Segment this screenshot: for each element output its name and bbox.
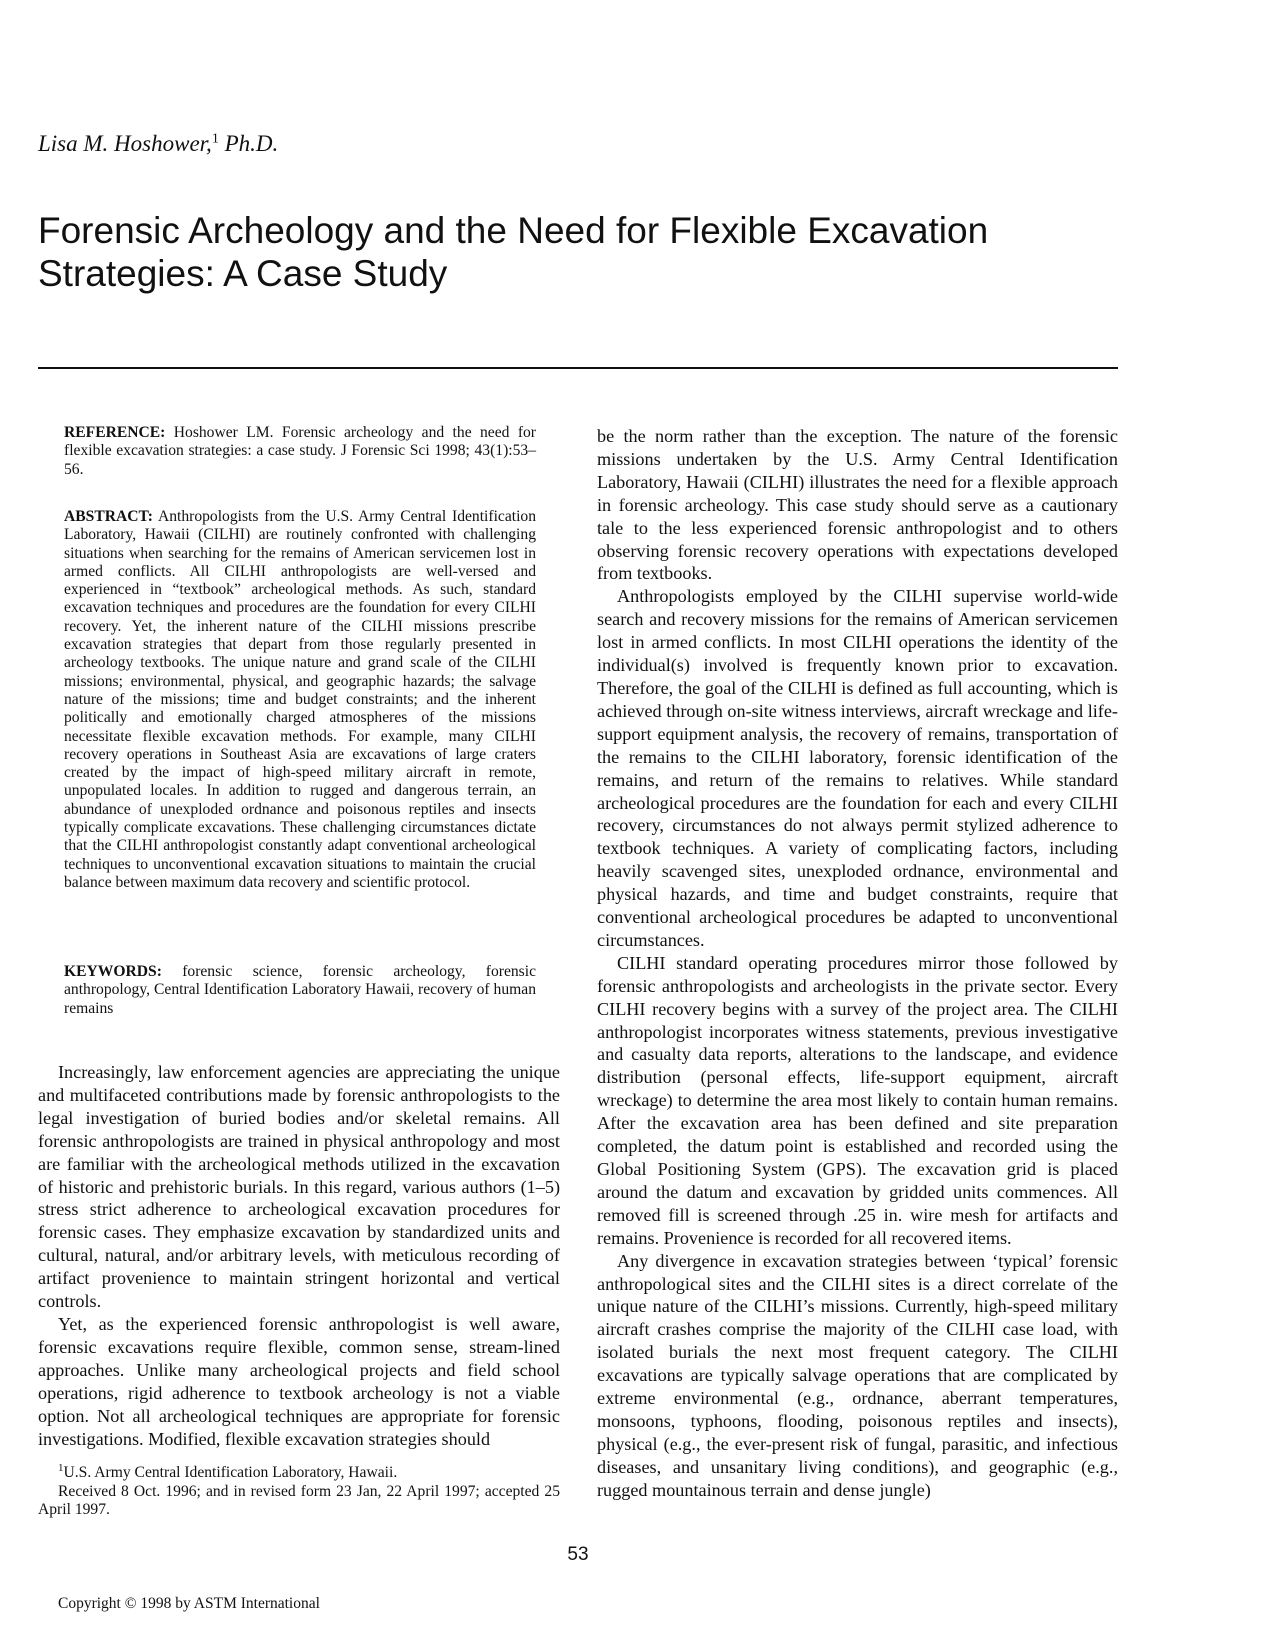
body-paragraph: Yet, as the experienced forensic anthropologist is well aware, forensic excavations require flexible, common sense, stream-lined approaches. Unlike many archeological projects and field school operations, rigid adherence to textbook archeology is not a viable option. Not all archeological techniques are appropriate for forensic investigations. Modified, flexible excavation strategies should [38, 1313, 560, 1449]
author-name: Lisa M. Hoshower, [38, 131, 212, 156]
page-number: 53 [567, 1544, 589, 1565]
copyright-notice: Copyright © 1998 by ASTM International [58, 1595, 320, 1612]
body-paragraph: be the norm rather than the exception. The nature of the forensic missions undertaken by the U.S. Army Central Identification Laboratory, Hawaii (CILHI) illustrates the need for a flexible approach in forensic archeology. This case study should serve as a cautionary tale to the less experienced forensic anthropologist and to others observing forensic recovery operations with expectations developed from textbooks. [597, 426, 1118, 584]
footnote-mark: 1 [58, 1461, 64, 1474]
body-paragraph: CILHI standard operating procedures mirror those followed by forensic anthropologists and archeologists in the private sector. Every CILHI recovery begins with a survey of the project area. The CILHI anthropologist incorporates witness statements, previous investigative and casualty data reports, alterations to the landscape, and evidence distribution (personal effects, life-support equipment, aircraft wreckage) to determine the area most likely to contain human remains. After the excavation area has been defined and site preparation completed, the datum point is established and recorded using the Global Positioning System (GPS). The excavation grid is placed around the datum and excavation by gridded units commences. All removed fill is screened through .25 in. wire mesh for artifacts and remains. Provenience is recorded for all recovered items. [597, 952, 1118, 1248]
keywords-text: forensic science, forensic archeology, forensic anthropology, Central Identification Laboratory Hawaii, recovery of human remains [64, 963, 536, 1017]
body-column-right [597, 425, 1118, 1502]
body-paragraph: Increasingly, law enforcement agencies are appreciating the unique and multifaceted contributions made by forensic anthropologists to the legal investigation of buried bodies and/or skeletal remains. All forensic anthropologists are trained in physical anthropology and most are familiar with the archeological methods utilized in the excavation of historic and prehistoric burials. In this regard, various authors (1–5) stress strict adherence to archeological excavation procedures for forensic cases. They emphasize excavation by standardized units and cultural, natural, and/or arbitrary levels, with meticulous recording of artifact provenience to maintain stringent horizontal and vertical controls. [38, 1062, 560, 1312]
abstract-label: ABSTRACT: [64, 508, 153, 525]
abstract-text: Anthropologists from the U.S. Army Central Identification Laboratory, Hawaii (CILHI) are routinely confronted with challenging situations when searching for the remains of American servicemen lost in armed conflicts. All CILHI anthropologists are well-versed and experienced in “textbook” archeological methods. As such, standard excavation techniques and procedures are the foundation for every CILHI recovery. Yet, the inherent nature of the CILHI missions prescribe excavation strategies that depart from those regularly presented in archeology textbooks. The unique nature and grand scale of the CILHI missions; environmental, physical, and geographic hazards; the salvage nature of the missions; time and budget constraints; and the inherent politically and emotionally charged atmospheres of the missions necessitate flexible excavation methods. For example, many CILHI recovery operations in Southeast Asia are excavations of large craters created by the impact of high-speed military aircraft in remote, unpopulated locales. In addition to rugged and dangerous terrain, an abundance of unexploded ordnance and poisonous reptiles and insects typically complicate excavations. These challenging circumstances dictate that the CILHI anthropologist constantly adapt conventional archeological techniques to unconventional excavation situations to maintain the crucial balance between maximum data recovery and scientific protocol. [64, 508, 536, 891]
body-column-left [38, 1061, 560, 1450]
footnote-affiliation-text: U.S. Army Central Identification Laboratory, Hawaii. [63, 1464, 398, 1481]
footnote-received [38, 1483, 560, 1519]
author-footnote-mark: 1 [211, 131, 219, 147]
keywords-block [64, 963, 536, 1018]
abstract-block [64, 508, 536, 892]
title-divider [38, 367, 1118, 369]
author-line [38, 131, 278, 157]
reference-block [64, 424, 536, 479]
footnote-affiliation [38, 1461, 560, 1482]
received-text: Received 8 Oct. 1996; and in revised form 23 Jan, 22 April 1997; accepted 25 April 1997. [38, 1483, 560, 1518]
article-title: Forensic Archeology and the Need for Flexible Excavation Strategies: A Case Study [38, 210, 989, 294]
keywords-label: KEYWORDS: [64, 963, 162, 980]
body-paragraph: Anthropologists employed by the CILHI supervise world-wide search and recovery missions for the remains of American servicemen lost in armed conflicts. In most CILHI operations the identity of the individual(s) involved is frequently known prior to excavation. Therefore, the goal of the CILHI is defined as full accounting, which is achieved through on-site witness interviews, aircraft wreckage and life-support equipment analysis, the recovery of remains, transportation of the remains to the CILHI laboratory, forensic identification of the remains, and return of the remains to relatives. While standard archeological procedures are the foundation for each and every CILHI recovery, circumstances do not always permit stylized adherence to textbook techniques. A variety of complicating factors, including heavily scavenged sites, unexploded ordnance, environmental and physical hazards, and time and budget constraints, require that conventional archeological procedures be adapted to unconventional circumstances. [597, 586, 1118, 950]
body-paragraph: Any divergence in excavation strategies between ‘typical’ forensic anthropological sites and the CILHI sites is a direct correlate of the unique nature of the CILHI’s missions. Currently, high-speed military aircraft crashes comprise the majority of the CILHI case load, with isolated burials the next most frequent category. The CILHI excavations are typically salvage operations that are complicated by extreme environmental (e.g., ordnance, aberrant temperatures, monsoons, typhoons, flooding, poisonous reptiles and insects), physical (e.g., the ever-present risk of fungal, parasitic, and infectious diseases, and unsanitary living conditions), and geographic (e.g., rugged mountainous terrain and dense jungle) [597, 1250, 1118, 1500]
reference-label: REFERENCE: [64, 424, 166, 441]
reference-text: Hoshower LM. Forensic archeology and the need for flexible excavation strategies: a case study. J Forensic Sci 1998; 43(1):53–56. [64, 424, 536, 478]
author-degree: Ph.D. [218, 131, 279, 156]
